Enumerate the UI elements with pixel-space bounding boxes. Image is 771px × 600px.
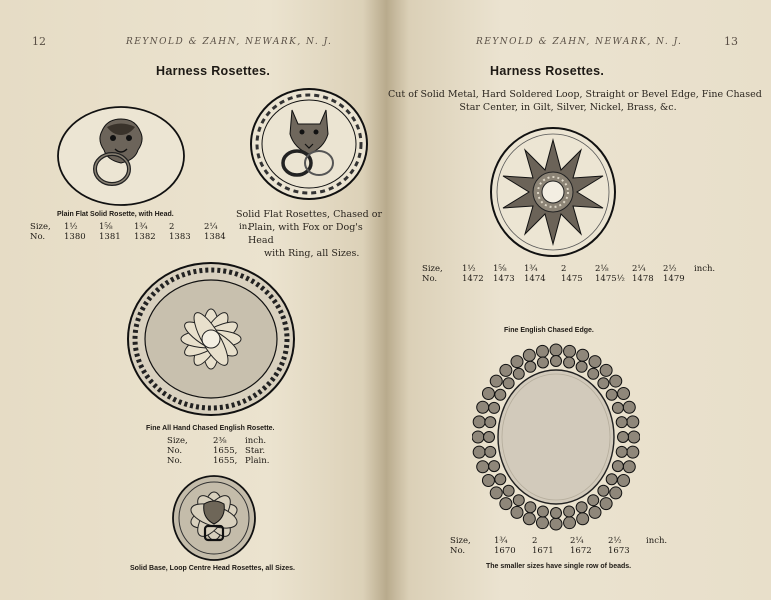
- number-row: [422, 274, 719, 284]
- size-value: 1⅝: [493, 264, 507, 274]
- size-value: 2: [532, 536, 538, 546]
- bead: [564, 357, 575, 368]
- size-value: 1¾: [134, 222, 148, 232]
- bead: [551, 356, 562, 367]
- bead: [576, 502, 587, 513]
- chased-english-rosette-icon: [126, 261, 296, 417]
- size-value: 2: [561, 264, 567, 274]
- bead: [628, 431, 640, 443]
- description-line: Solid Flat Rosettes, Chased or: [236, 209, 382, 220]
- bead: [490, 375, 502, 387]
- size-label: Size,: [30, 222, 51, 232]
- bead: [490, 487, 502, 499]
- bead: [477, 461, 489, 473]
- bead: [550, 518, 562, 530]
- bead: [612, 461, 623, 472]
- description-line: Plain, with Fox or Dog's Head: [248, 222, 363, 246]
- size-label: Size,: [167, 436, 188, 446]
- size-value: 1¾: [494, 536, 508, 546]
- item1-caption: Plain Flat Solid Rosette, with Head.: [57, 211, 174, 218]
- catalog-number: 1479: [663, 274, 685, 284]
- bead: [577, 349, 589, 361]
- catalog-number: 1475: [561, 274, 583, 284]
- bead: [623, 401, 635, 413]
- running-head: REYNOLD & ZAHN, NEWARK, N. J.: [476, 37, 683, 47]
- lion-head-rosette-icon: [55, 105, 187, 207]
- size-label: Size,: [450, 536, 471, 546]
- item3-caption: Fine All Hand Chased English Rosette.: [146, 425, 275, 432]
- number-row: [167, 456, 273, 466]
- bead: [618, 475, 630, 487]
- page-title: Harness Rosettes.: [490, 64, 605, 78]
- page-number: 12: [32, 35, 46, 48]
- bead: [589, 506, 601, 518]
- size-value: 2⅛: [595, 264, 609, 274]
- loop-centre-head-rosette-icon: [171, 474, 257, 562]
- number-label: No.: [30, 232, 46, 242]
- bead: [525, 502, 536, 513]
- right-page: [386, 0, 771, 600]
- number-label: No.: [422, 274, 438, 284]
- item2-size-table: [450, 536, 671, 556]
- bead: [525, 361, 536, 372]
- fox-head-rosette-icon: [248, 86, 370, 202]
- bead: [513, 368, 524, 379]
- catalog-number: 1384: [204, 232, 226, 242]
- item4-caption: Solid Base, Loop Centre Head Rosettes, all Sizes.: [130, 565, 295, 572]
- star-center-rosette-icon: [489, 126, 617, 258]
- bead: [588, 368, 599, 379]
- bead: [536, 517, 548, 529]
- bead: [513, 495, 524, 506]
- catalog-number: 1472: [462, 274, 484, 284]
- bead: [627, 446, 639, 458]
- bead: [511, 506, 523, 518]
- bead: [485, 417, 496, 428]
- bead: [536, 345, 548, 357]
- bead: [482, 475, 494, 487]
- item3-size-table: [167, 436, 273, 466]
- bead: [482, 388, 494, 400]
- bead: [588, 495, 599, 506]
- bead: [503, 378, 514, 389]
- size-value: 2¼: [570, 536, 584, 546]
- catalog-number: 1673: [608, 546, 630, 556]
- size-unit: inch.: [694, 264, 716, 274]
- size-row: [167, 436, 273, 446]
- page-number: 13: [724, 35, 738, 48]
- item2-footnote: The smaller sizes have single row of beads.: [486, 563, 632, 570]
- description-line: Star Center, in Gilt, Silver, Nickel, Brass, &c.: [459, 102, 677, 113]
- item2-caption: Fine English Chased Edge.: [504, 327, 594, 334]
- bead: [618, 388, 630, 400]
- bead: [551, 508, 562, 519]
- item1-size-table: [30, 222, 254, 242]
- description-line: Cut of Solid Metal, Hard Soldered Loop, Straight or Bevel Edge, Fine Chased: [388, 89, 762, 100]
- bead: [484, 432, 495, 443]
- bead: [600, 364, 612, 376]
- catalog-number: 1475½: [595, 274, 625, 284]
- bead: [489, 402, 500, 413]
- page-title: Harness Rosettes.: [156, 64, 271, 78]
- bead: [503, 485, 514, 496]
- size-value: 2⅜: [213, 436, 227, 446]
- product-description: [388, 88, 762, 114]
- bead: [485, 446, 496, 457]
- number-label: No.: [450, 546, 466, 556]
- bead: [616, 417, 627, 428]
- bead: [589, 356, 601, 368]
- size-label: Size,: [422, 264, 443, 274]
- bead: [616, 446, 627, 457]
- size-value: 1⅝: [99, 222, 113, 232]
- item1-size-table: [422, 264, 719, 284]
- catalog-number: 1478: [632, 274, 654, 284]
- size-value: 2¼: [632, 264, 646, 274]
- size-row: [422, 264, 719, 274]
- number-label: No.: [167, 456, 183, 466]
- bead: [600, 498, 612, 510]
- bead: [473, 446, 485, 458]
- variant-note: Plain.: [245, 456, 270, 466]
- catalog-number: 1473: [493, 274, 515, 284]
- number-row: [30, 232, 254, 242]
- size-value: 1½: [462, 264, 476, 274]
- bead: [576, 361, 587, 372]
- bead: [511, 356, 523, 368]
- catalog-number: 1382: [134, 232, 156, 242]
- bead: [495, 389, 506, 400]
- size-value: 1½: [64, 222, 78, 232]
- bead: [564, 506, 575, 517]
- size-unit: inch.: [245, 436, 267, 446]
- catalog-number: 1381: [99, 232, 121, 242]
- catalog-number: 1383: [169, 232, 191, 242]
- size-unit: in.: [239, 222, 250, 232]
- bead: [606, 389, 617, 400]
- bead: [537, 506, 548, 517]
- bead: [623, 461, 635, 473]
- size-value: 2½: [663, 264, 677, 274]
- catalog-number: 1671: [532, 546, 554, 556]
- number-label: No.: [167, 446, 183, 456]
- bead: [477, 401, 489, 413]
- size-value: 2: [169, 222, 175, 232]
- bead: [550, 344, 562, 356]
- bead: [612, 402, 623, 413]
- bead: [500, 498, 512, 510]
- catalog-number: 1380: [64, 232, 86, 242]
- catalog-number: 1655,: [213, 456, 238, 466]
- bead: [473, 416, 485, 428]
- number-row: [450, 546, 671, 556]
- bead: [564, 345, 576, 357]
- bead: [500, 364, 512, 376]
- bead: [610, 375, 622, 387]
- number-row: [167, 446, 273, 456]
- catalog-number: 1655,: [213, 446, 238, 456]
- size-row: [450, 536, 671, 546]
- description-line: with Ring, all Sizes.: [264, 248, 360, 259]
- size-value: 2½: [608, 536, 622, 546]
- size-value: 1¾: [524, 264, 538, 274]
- bead: [523, 513, 535, 525]
- variant-note: Star.: [245, 446, 266, 456]
- bead: [627, 416, 639, 428]
- bead: [598, 378, 609, 389]
- catalog-number: 1670: [494, 546, 516, 556]
- bead: [472, 431, 484, 443]
- beaded-edge-rosette-icon: [472, 342, 640, 532]
- size-row: [30, 222, 254, 232]
- bead: [495, 474, 506, 485]
- bead: [606, 474, 617, 485]
- catalog-number: 1672: [570, 546, 592, 556]
- bead: [577, 513, 589, 525]
- size-value: 2¼: [204, 222, 218, 232]
- bead: [618, 432, 629, 443]
- bead: [598, 485, 609, 496]
- bead: [489, 461, 500, 472]
- running-head: REYNOLD & ZAHN, NEWARK, N. J.: [126, 37, 333, 47]
- size-unit: inch.: [646, 536, 668, 546]
- catalog-number: 1474: [524, 274, 546, 284]
- bead: [523, 349, 535, 361]
- bead: [564, 517, 576, 529]
- bead: [537, 357, 548, 368]
- item2-description: [236, 208, 386, 260]
- bead: [610, 487, 622, 499]
